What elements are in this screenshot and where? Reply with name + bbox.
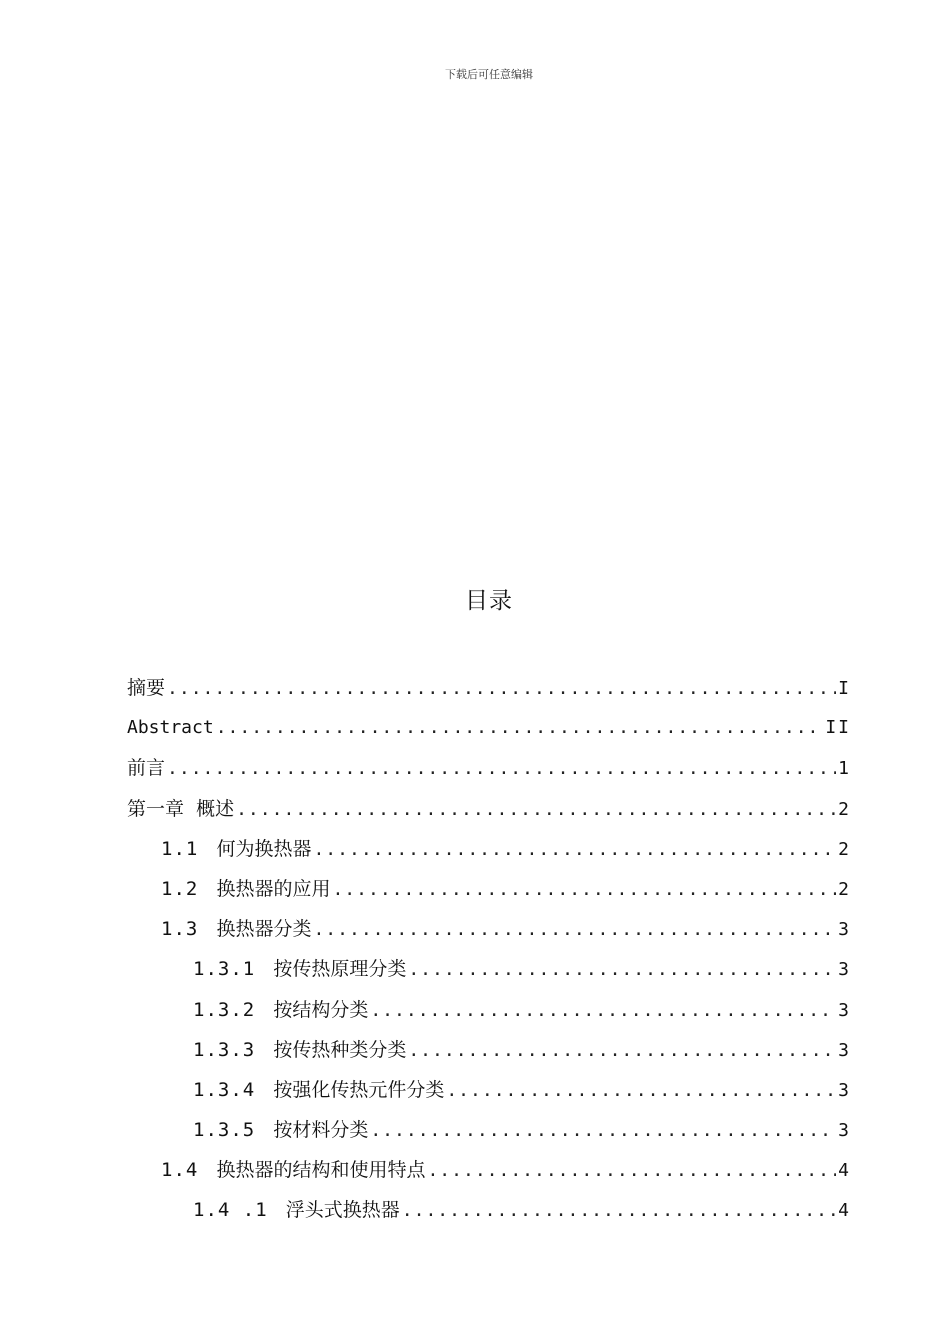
toc-entry-number: 1.3.1	[193, 958, 256, 981]
toc-leader-dots	[313, 910, 836, 950]
toc-leader-dots	[408, 950, 836, 990]
toc-entry-preface[interactable]	[127, 748, 851, 788]
toc-entry-page: 2	[838, 878, 851, 900]
toc-entry-1-3-5[interactable]	[127, 1110, 851, 1150]
toc-entry-label	[193, 1190, 400, 1230]
toc-title: 目录	[465, 588, 513, 614]
toc-entry-page: 2	[838, 798, 851, 820]
toc-leader-dots	[313, 830, 836, 870]
toc-entry-1-3-1[interactable]	[127, 949, 851, 989]
toc-entry-abstract-en[interactable]	[127, 708, 851, 748]
toc-leader-dots	[236, 790, 836, 830]
toc-entry-title: 按传热原理分类	[273, 958, 407, 981]
toc-entry-title: 按传热种类分类	[273, 1038, 407, 1061]
toc-entry-page: 1	[838, 758, 851, 780]
toc-entry-title: 浮头式换热器	[285, 1199, 400, 1222]
toc-entry-page: 3	[838, 1039, 851, 1061]
toc-entry-1-4-1[interactable]	[127, 1190, 851, 1230]
toc-leader-dots	[167, 669, 836, 709]
toc-entry-1-4[interactable]	[127, 1150, 851, 1190]
toc-entry-number: 1.3.2	[193, 998, 256, 1021]
toc-entry-1-3-3[interactable]	[127, 1030, 851, 1070]
toc-entry-title: 前言	[127, 757, 166, 780]
toc-entry-label	[193, 1070, 444, 1110]
toc-leader-dots	[332, 870, 836, 910]
toc-leader-dots	[446, 1071, 836, 1111]
toc-leader-dots	[402, 1191, 836, 1231]
toc-entry-label	[161, 829, 311, 869]
toc-entry-page: 3	[838, 1079, 851, 1101]
toc-entry-number: 1.3.4	[193, 1078, 256, 1101]
toc-entry-label	[161, 869, 330, 909]
toc-leader-dots	[427, 1151, 836, 1191]
toc-leader-dots	[167, 749, 836, 789]
toc-entry-page: 3	[838, 919, 851, 941]
toc-entry-page: 3	[838, 959, 851, 981]
toc-entry-number: 1.3.5	[193, 1119, 256, 1142]
toc-entry-number: 1.2	[161, 877, 199, 900]
header-note-text: 下载后可任意编辑	[445, 68, 533, 81]
toc-entry-title: Abstract	[127, 717, 214, 739]
toc-entry-title: 换热器分类	[216, 918, 312, 941]
toc-leader-dots	[216, 708, 824, 748]
toc-entry-title: 摘要	[127, 677, 166, 699]
toc-entry-label	[193, 1030, 406, 1070]
toc-entry-title: 按结构分类	[273, 998, 369, 1021]
toc-entry-page: 2	[838, 838, 851, 860]
toc-entry-page: 3	[838, 1120, 851, 1142]
toc-leader-dots	[408, 1031, 836, 1071]
toc-entry-label	[193, 1110, 368, 1150]
toc-entry-label	[161, 1150, 425, 1190]
header-note	[0, 66, 950, 82]
toc-entry-chapter-1[interactable]	[127, 789, 851, 829]
toc-entry-number: 1.1	[161, 837, 199, 860]
toc-entry-title: 按材料分类	[273, 1119, 369, 1142]
toc-entry-title: 按强化传热元件分类	[273, 1078, 445, 1101]
toc-entry-page: I	[838, 678, 851, 699]
toc-entry-page: 4	[838, 1200, 851, 1222]
toc-entry-1-3[interactable]	[127, 909, 851, 949]
toc-entry-1-3-2[interactable]	[127, 990, 851, 1030]
toc-leader-dots	[370, 1111, 836, 1151]
toc-entry-number: 1.4	[161, 1159, 199, 1182]
toc-entry-page: 3	[838, 999, 851, 1021]
toc-entry-title: 换热器的结构和使用特点	[216, 1159, 426, 1182]
toc-leader-dots	[370, 991, 836, 1031]
table-of-contents	[127, 668, 851, 1231]
toc-entry-label	[193, 990, 368, 1030]
toc-entry-label	[161, 909, 311, 949]
toc-entry-number: 1.4 .1	[193, 1199, 268, 1222]
toc-entry-number: 1.3	[161, 918, 199, 941]
toc-entry-1-1[interactable]	[127, 829, 851, 869]
toc-entry-1-2[interactable]	[127, 869, 851, 909]
toc-entry-page: 4	[838, 1160, 851, 1182]
toc-entry-1-3-4[interactable]	[127, 1070, 851, 1110]
toc-entry-page: II	[825, 717, 851, 739]
toc-entry-title: 何为换热器	[216, 837, 312, 860]
toc-entry-number: 1.3.3	[193, 1038, 256, 1061]
toc-entry-title: 第一章 概述	[127, 797, 235, 820]
toc-entry-label	[193, 949, 406, 989]
toc-entry-title: 换热器的应用	[216, 877, 331, 900]
toc-entry-abstract-cn[interactable]	[127, 668, 851, 708]
